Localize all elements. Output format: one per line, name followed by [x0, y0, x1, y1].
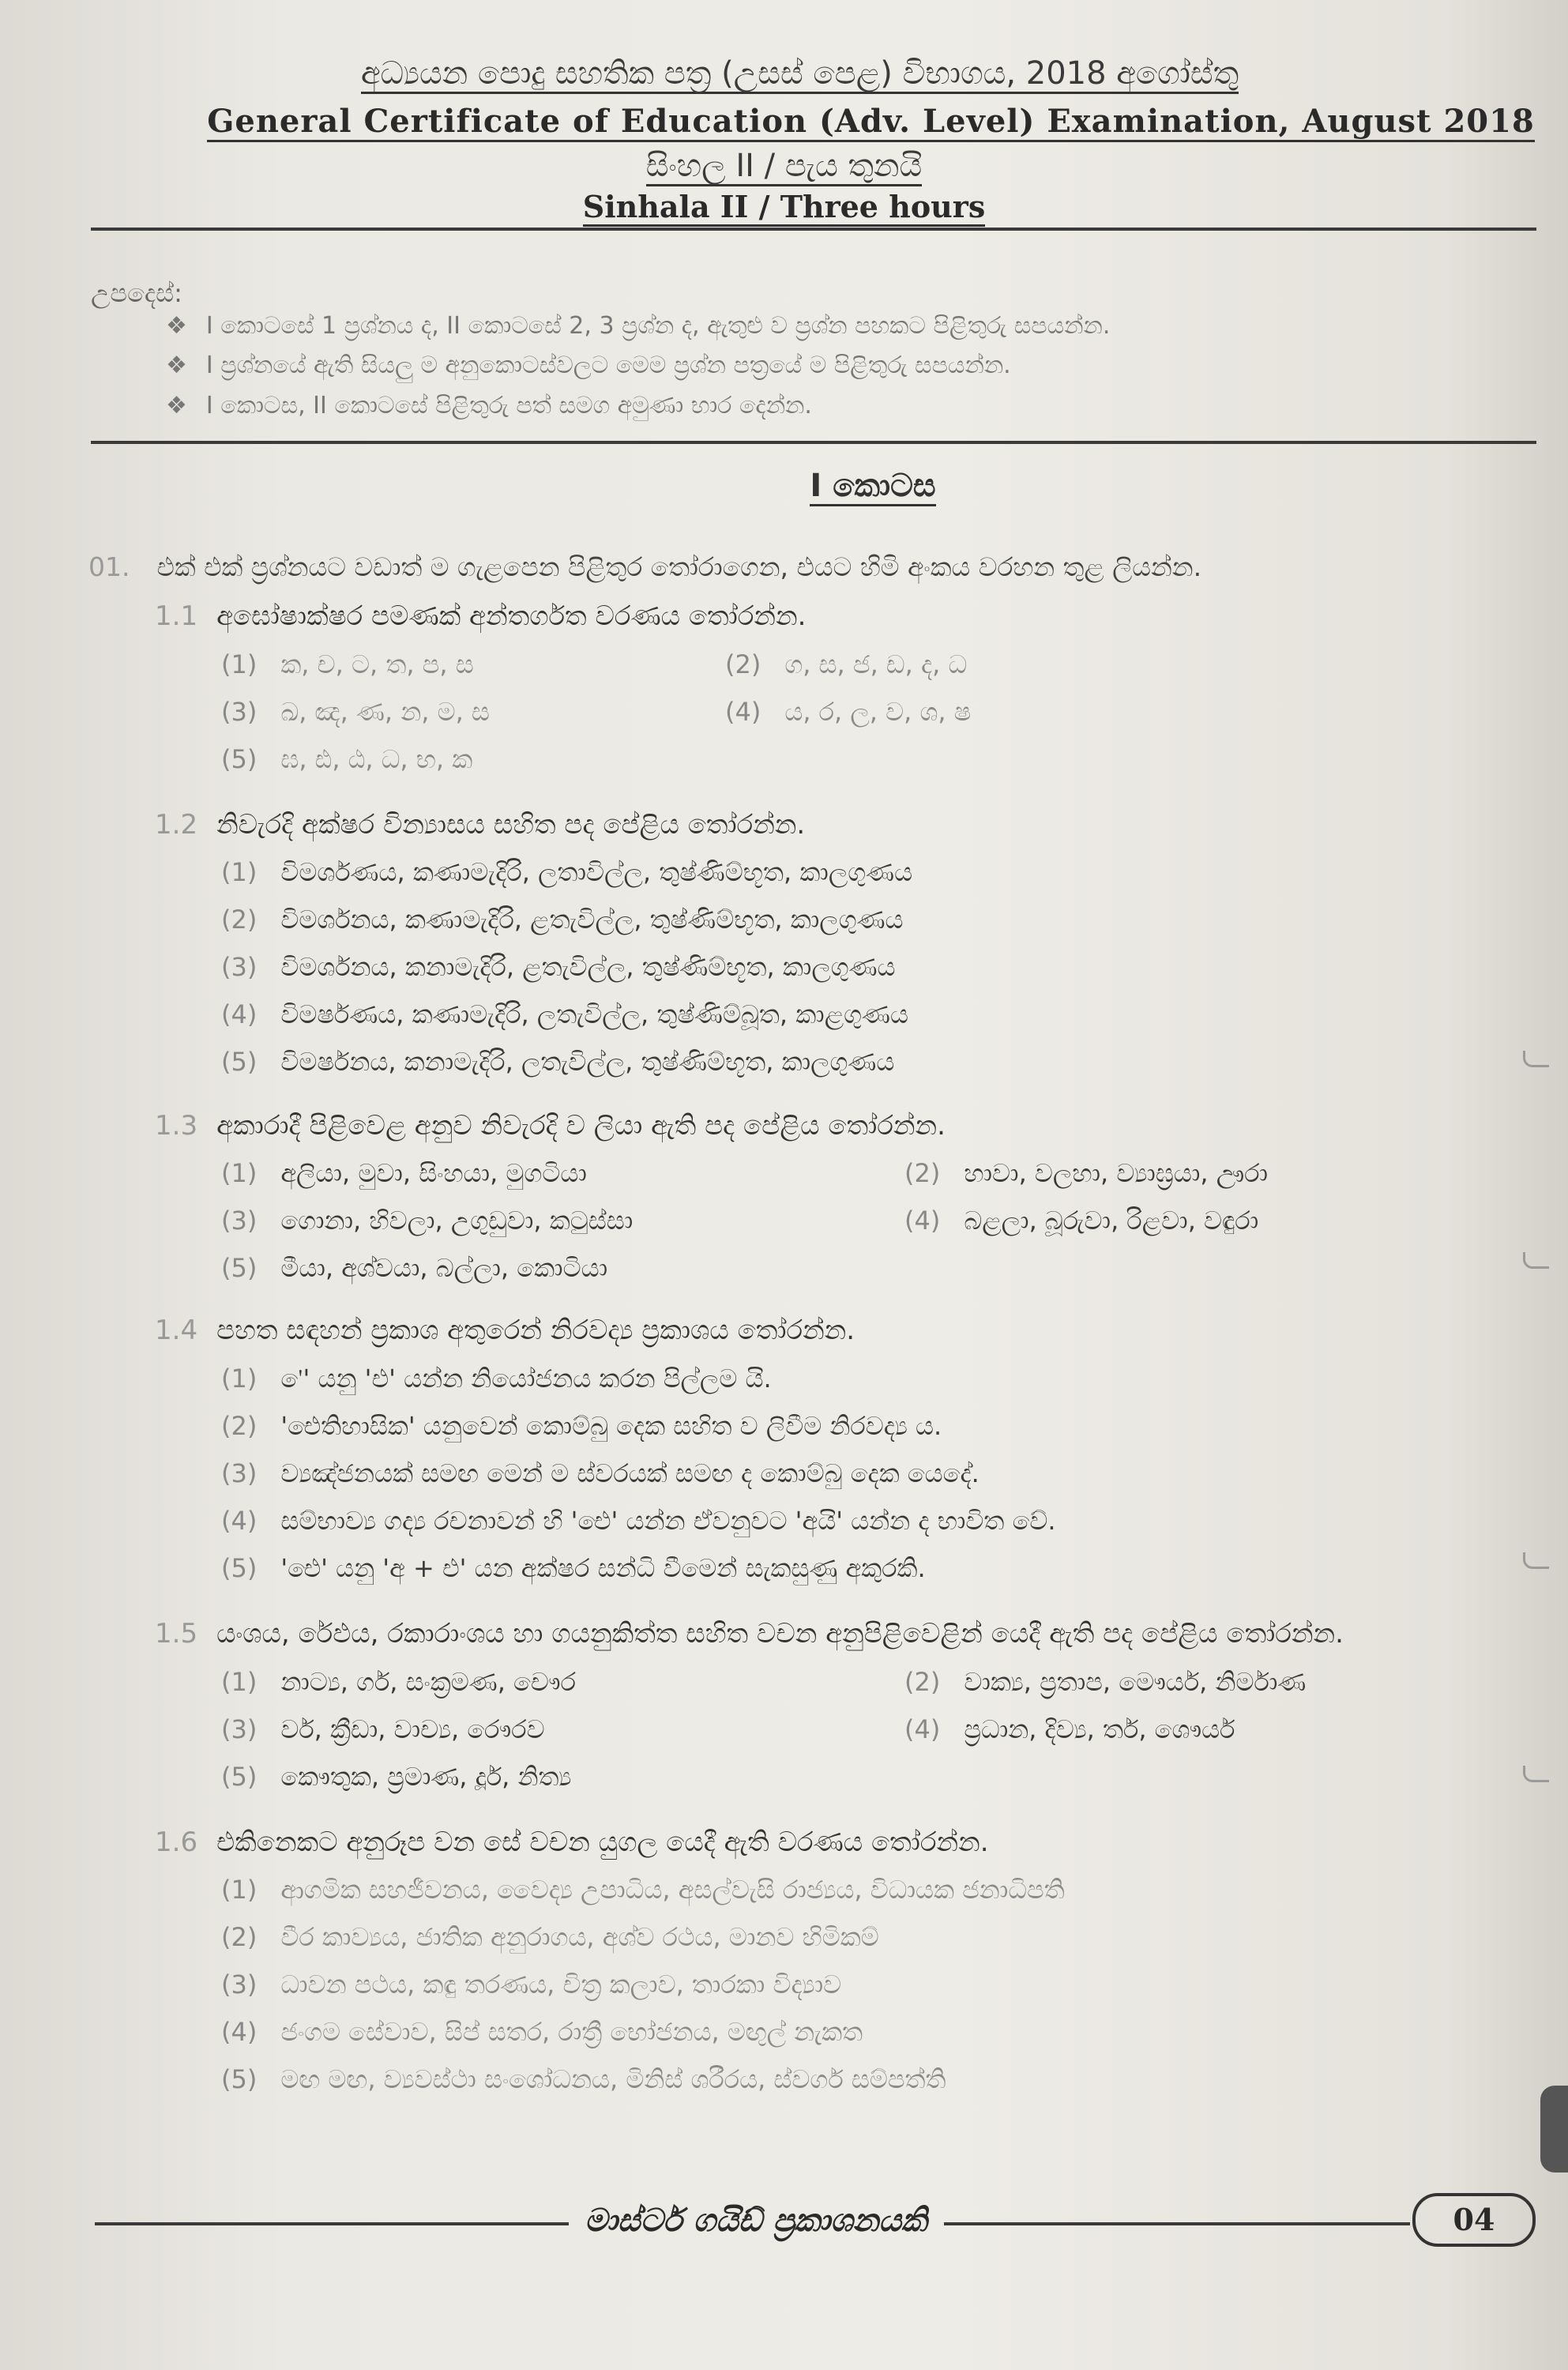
header-english-title: General Certificate of Education (Adv. Level) Examination, August 2018 [207, 103, 1535, 142]
option: (1) නාට්‍ය, ගර්, සංක්‍රමණ, චෞර [221, 1667, 576, 1697]
option: (2) හාවා, වලහා, ව්‍යාඝ්‍රයා, ඌරා [904, 1158, 1269, 1188]
question-01 [88, 551, 1201, 583]
header-sinhala-title: අධ්‍යයන පොදු සහතික පත්‍ර (උසස් පෙළ) විභාගය, 2018 අගෝස්තු [361, 55, 1239, 94]
option: (4) ජංගම සේවාව, සිප් සතර, රාත්‍රී භෝජනය, මඟුල් නැකත [221, 2017, 863, 2047]
option: (2) වීර කාව්‍යය, ජාතික අනුරාගය, අශ්ව රථය, මානව හිමිකම් [221, 1922, 879, 1952]
subquestion-1-6: 1.6 එකිනෙකට අනුරූප වන සේ වචන යුගල යෙදී ඇති වරණය තෝරන්න. [155, 1826, 989, 1858]
option: (3) වර්, ක්‍රීඩා, වාච්‍ය, රෞරව [221, 1714, 545, 1744]
option: (4) ප්‍රධාන, දිව්‍ය, තර්, ශෞර්ය [904, 1714, 1235, 1744]
subquestion-1-1: 1.1 අඝෝෂාක්ෂර පමණක් අන්තර්ගත වරණය තෝරන්න. [155, 600, 807, 632]
footer-rule-right [944, 2222, 1410, 2225]
instruction-item: ❖ I කොටස, II කොටසේ පිළිතුරු පත් සමග අමුණා භාර දෙන්න. [166, 392, 812, 419]
option: (1) විමර්ශණය, කණාමැදිරි, ලතාවිල්ල, තුෂ්ණිම්භූත, කාලගුණය [221, 857, 913, 887]
option: (4) සම්භාව්‍ය ගද්‍ය රචනාවන් හි 'ඓ' යන්න ඒවනුවට 'අයි' යන්න ද භාවිත වේ. [221, 1506, 1056, 1536]
answer-bracket-mark [1523, 1552, 1549, 1569]
question-number: 01. [88, 551, 130, 582]
bullet-icon: ❖ [166, 312, 187, 340]
bullet-icon: ❖ [166, 392, 187, 419]
subquestion-1-5: 1.5 යංශය, රේඵය, රකාරාංශය හා ගයනුකිත්ත සහිත වචන අනුපිළිවෙළින් යෙදී ඇති පද පේළිය තෝරන්න. [155, 1618, 1344, 1650]
instruction-item: ❖ I කොටසේ 1 ප්‍රශ්නය ද, II කොටසේ 2, 3 ප්‍රශ්න ද, ඇතුළු ව ප්‍රශ්න පහකට පිළිතුරු සපයන්න. [166, 312, 1111, 340]
option: (1) 'ෙ' යනු 'එ' යන්න නියෝජනය කරන පිල්ලම යි. [221, 1364, 772, 1394]
instruction-item: ❖ I ප්‍රශ්නයේ ඇති සියලු ම අනුකොටස්වලට මෙම ප්‍රශ්න පත්‍රයේ ම පිළිතුරු සපයන්න. [166, 352, 1011, 379]
option: (5) මීයා, අශ්වයා, බල්ලා, කොටියා [221, 1253, 608, 1283]
section-title: I කොටස [810, 468, 935, 506]
option: (2) ග, ස, ජ, ඩ, ද, ධ [725, 649, 968, 679]
instructions-label: උපදෙස්: [91, 278, 182, 308]
option: (3) ඛ, ඤ, ණ, න, ම, ස [221, 697, 490, 727]
option: (1) ක, ච, ට, ත, ප, ස [221, 649, 474, 679]
option: (2) වාක්‍ය, ප්‍රතාප, මෞර්ය, නිර්මාණ [904, 1667, 1307, 1697]
exam-header [0, 55, 1568, 224]
answer-bracket-mark [1523, 1766, 1549, 1782]
instructions-divider [91, 441, 1536, 444]
subject-sinhala: සිංහල II / පැය තුනයි [646, 148, 923, 186]
option: (5) ඝ, ඪ, ඨ, ධ, භ, ක [221, 744, 473, 774]
option: (2) විමර්ශනය, කණාමැදිරි, ළතැවිල්ල, තුෂ්ණිම්භූත, කාලගුණය [221, 905, 904, 935]
subquestion-1-3: 1.3 අකාරාදී පිළිවෙළ අනුව නිවැරදි ව ලියා ඇති පද පේළිය තෝරන්න. [155, 1110, 946, 1142]
header-divider [91, 228, 1536, 231]
question-text: එක් එක් ප්‍රශ්නයට වඩාත් ම ගැළපෙන පිළිතුර තෝරාගෙන, එයට හිමි අංකය වරහන තුළ ලියන්න. [156, 551, 1202, 582]
option: (5) කෞතුක, ප්‍රමාණ, දූර්, නිත්‍ය [221, 1762, 572, 1792]
subquestion-1-4: 1.4 පහත සඳහන් ප්‍රකාශ අතුරෙන් නිරවද්‍ය ප්‍රකාශය තෝරන්න. [155, 1315, 855, 1346]
option: (4) විමර්ෂණය, කණාමැදිරි, ලතැවිල්ල, තුෂ්ණිම්බූත, කාළගුණය [221, 999, 908, 1029]
page-number: 04 [1412, 2193, 1536, 2247]
answer-bracket-mark [1523, 1252, 1549, 1269]
publisher-name: මාස්ටර් ගයිඩ් ප්‍රකාශනයකි [585, 2203, 927, 2239]
binder-clip-shadow [1540, 2086, 1568, 2172]
option: (1) අලියා, මුවා, සිංහයා, මුගටියා [221, 1158, 587, 1188]
footer-rule-left [95, 2222, 569, 2225]
option: (3) ගොනා, හිවලා, උගුඩුවා, කටුස්සා [221, 1206, 634, 1236]
option: (5) විමර්ෂනය, කනාමැදිරි, ලතැවිල්ල, තුෂ්ණිම්භූත, කාලගුණය [221, 1047, 895, 1077]
option: (3) ව්‍යඤ්ජනයක් සමඟ මෙන් ම ස්වරයක් සමඟ ද කොම්බු දෙක යෙදේ. [221, 1458, 980, 1488]
option: (2) 'ඓතිහාසික' යනුවෙන් කොම්බු දෙක සහිත ව ලිවීම නිරවද්‍ය ය. [221, 1411, 942, 1441]
option: (5) මඟ මඟ, ව්‍යවස්ථා සංශෝධනය, මිනිස් ශරීරය, ස්වර්ග සම්පත්ති [221, 2064, 946, 2094]
bullet-icon: ❖ [166, 352, 187, 379]
option: (1) ආගමික සහජීවනය, වෛද්‍ය උපාධිය, අසල්වැසි රාජ්‍යය, විධායක ජනාධිපති [221, 1875, 1065, 1905]
option: (4) ය, ර, ල, ව, ශ, ෂ [725, 697, 972, 727]
option: (3) විමර්ශනය, කනාමැදිරි, ළතැවිල්ල, තුෂ්ණිම්භූත, කාලගුණය [221, 952, 896, 982]
answer-bracket-mark [1523, 1051, 1549, 1067]
option: (4) බළලා, බූරුවා, රිළවා, වඳුරා [904, 1206, 1259, 1236]
option: (5) 'ඓ' යනු 'අ + එ' යන අක්ෂර සන්ධි වීමෙන් සැකසුණු අකුරකි. [221, 1553, 926, 1583]
subject-english: Sinhala II / Three hours [583, 189, 985, 227]
subquestion-1-2: 1.2 නිවැරදි අක්ෂර වින්‍යාසය සහිත පද පේළිය තෝරන්න. [155, 809, 806, 841]
option: (3) ධාවන පථය, කඳු තරණය, චිත්‍ර කලාව, තාරකා විද්‍යාව [221, 1969, 842, 1999]
